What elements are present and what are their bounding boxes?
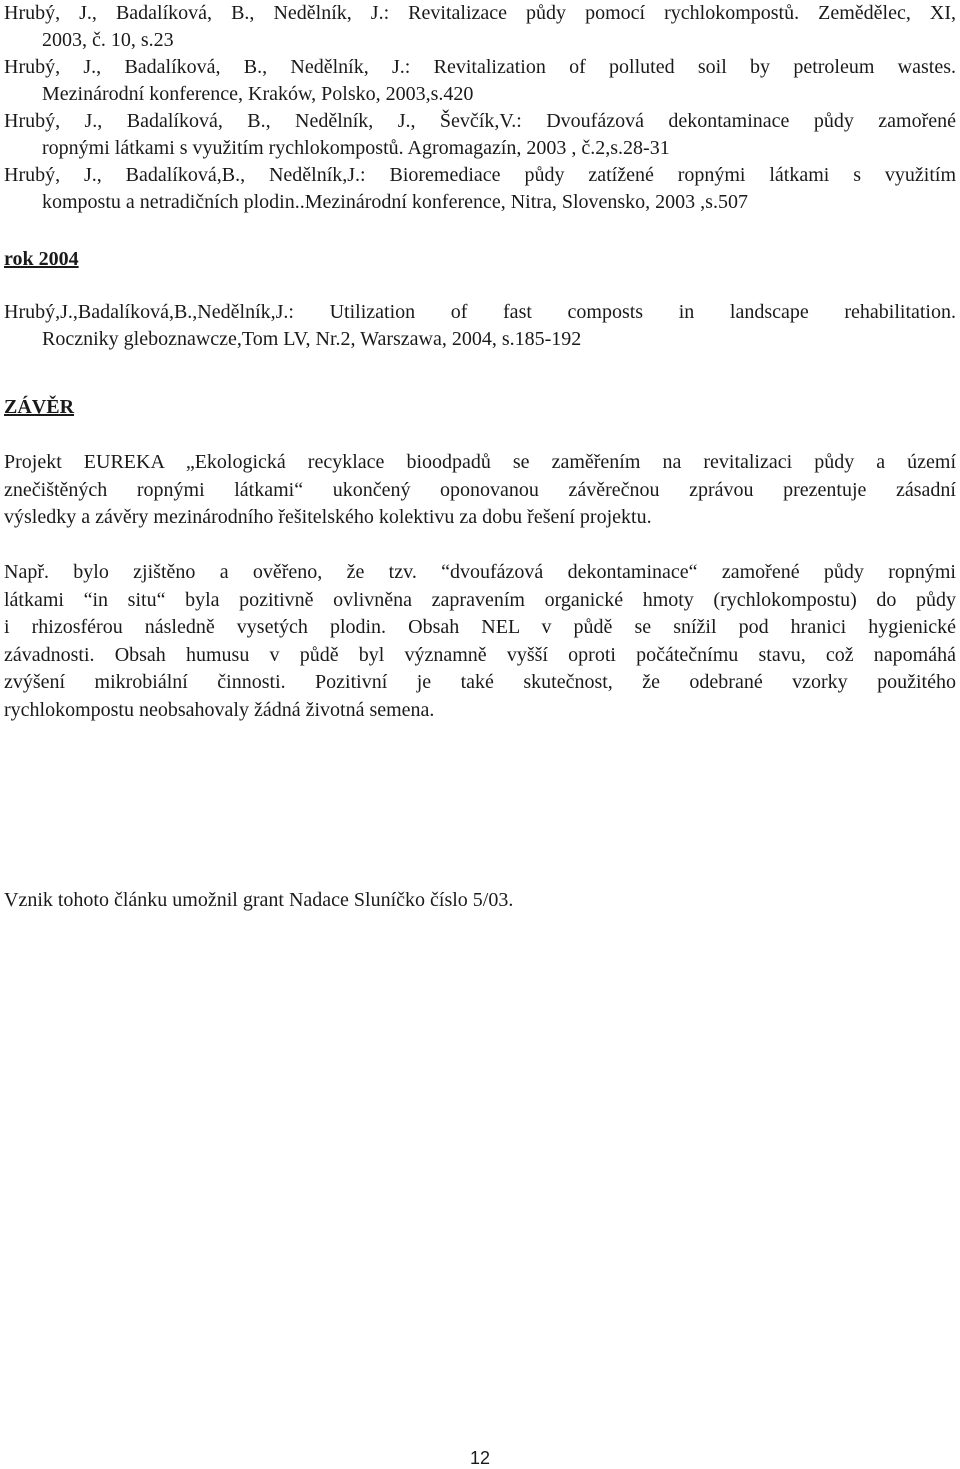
grant-note-text: Vznik tohoto článku umožnil grant Nadace Sluníčko číslo 5/03. xyxy=(4,889,514,911)
reference-line: ropnými látkami s využitím rychlokompostů. Agromagazín, 2003 , č.2,s.28-31 xyxy=(42,137,670,159)
paragraph-line: zvýšení mikrobiální činnosti. Pozitivní je také skutečnost, že odebrané vzorky použitého xyxy=(4,671,956,693)
year-heading: rok 2004 xyxy=(4,248,79,270)
paragraph-line: rychlokompostu neobsahovaly žádná životná semena. xyxy=(4,698,435,721)
conclusion-heading: ZÁVĚR xyxy=(4,396,75,418)
conclusion-paragraph xyxy=(4,449,956,532)
reference-entry xyxy=(4,54,956,108)
reference-line: Hrubý,J.,Badalíková,B.,Nedělník,J.: Utilization of fast composts in landscape rehabilitation. xyxy=(4,301,956,323)
reference-line: 2003, č. 10, s.23 xyxy=(42,29,174,51)
page-number: 12 xyxy=(469,1448,491,1468)
reference-entry xyxy=(4,162,956,216)
reference-entry xyxy=(4,108,956,162)
reference-line: Hrubý, J., Badalíková, B., Nedělník, J., Ševčík,V.: Dvoufázová dekontaminace půdy zamořené xyxy=(4,110,956,132)
paragraph-line: Např. bylo zjištěno a ověřeno, že tzv. “dvoufázová dekontaminace“ zamořené půdy ropnými xyxy=(4,561,956,583)
grant-note xyxy=(4,887,956,915)
paragraph-line: výsledky a závěry mezinárodního řešitelského kolektivu za dobu řešení projektu. xyxy=(4,506,652,528)
reference-line: Hrubý, J., Badalíková, B., Nedělník, J.: Revitalizace půdy pomocí rychlokompostů. Zemědělec, XI, xyxy=(4,2,956,24)
paragraph-line: znečištěných ropnými látkami“ ukončený oponovanou závěrečnou zprávou prezentuje zásadní xyxy=(4,478,956,501)
reference-line: kompostu a netradičních plodin..Mezinárodní konference, Nitra, Slovensko, 2003 ,s.507 xyxy=(42,191,748,213)
conclusion-paragraph xyxy=(4,559,956,724)
reference-entry xyxy=(4,299,956,353)
reference-entry xyxy=(4,0,956,54)
reference-line: Roczniky gleboznawcze,Tom LV, Nr.2, Warszawa, 2004, s.185-192 xyxy=(42,328,582,350)
paragraph-line: Projekt EUREKA „Ekologická recyklace bioodpadů se zaměřením na revitalizaci půdy a území xyxy=(4,451,956,473)
paragraph-line: i rhizosférou následně vysetých plodin. Obsah NEL v půdě se snížil pod hranici hygienické xyxy=(4,616,956,638)
reference-line: Hrubý, J., Badalíková,B., Nedělník,J.: Bioremediace půdy zatížené ropnými látkami s využitím xyxy=(4,164,956,186)
paragraph-line: závadnosti. Obsah humusu v půdě byl významně vyšší oproti počátečnímu stavu, což napomáhá xyxy=(4,643,956,666)
reference-line: Mezinárodní konference, Kraków, Polsko, 2003,s.420 xyxy=(42,83,474,105)
reference-line: Hrubý, J., Badalíková, B., Nedělník, J.: Revitalization of polluted soil by petroleum wastes. xyxy=(4,56,956,78)
paragraph-line: látkami “in situ“ byla pozitivně ovlivněna zapravením organické hmoty (rychlokompostu) do půdy xyxy=(4,588,956,611)
